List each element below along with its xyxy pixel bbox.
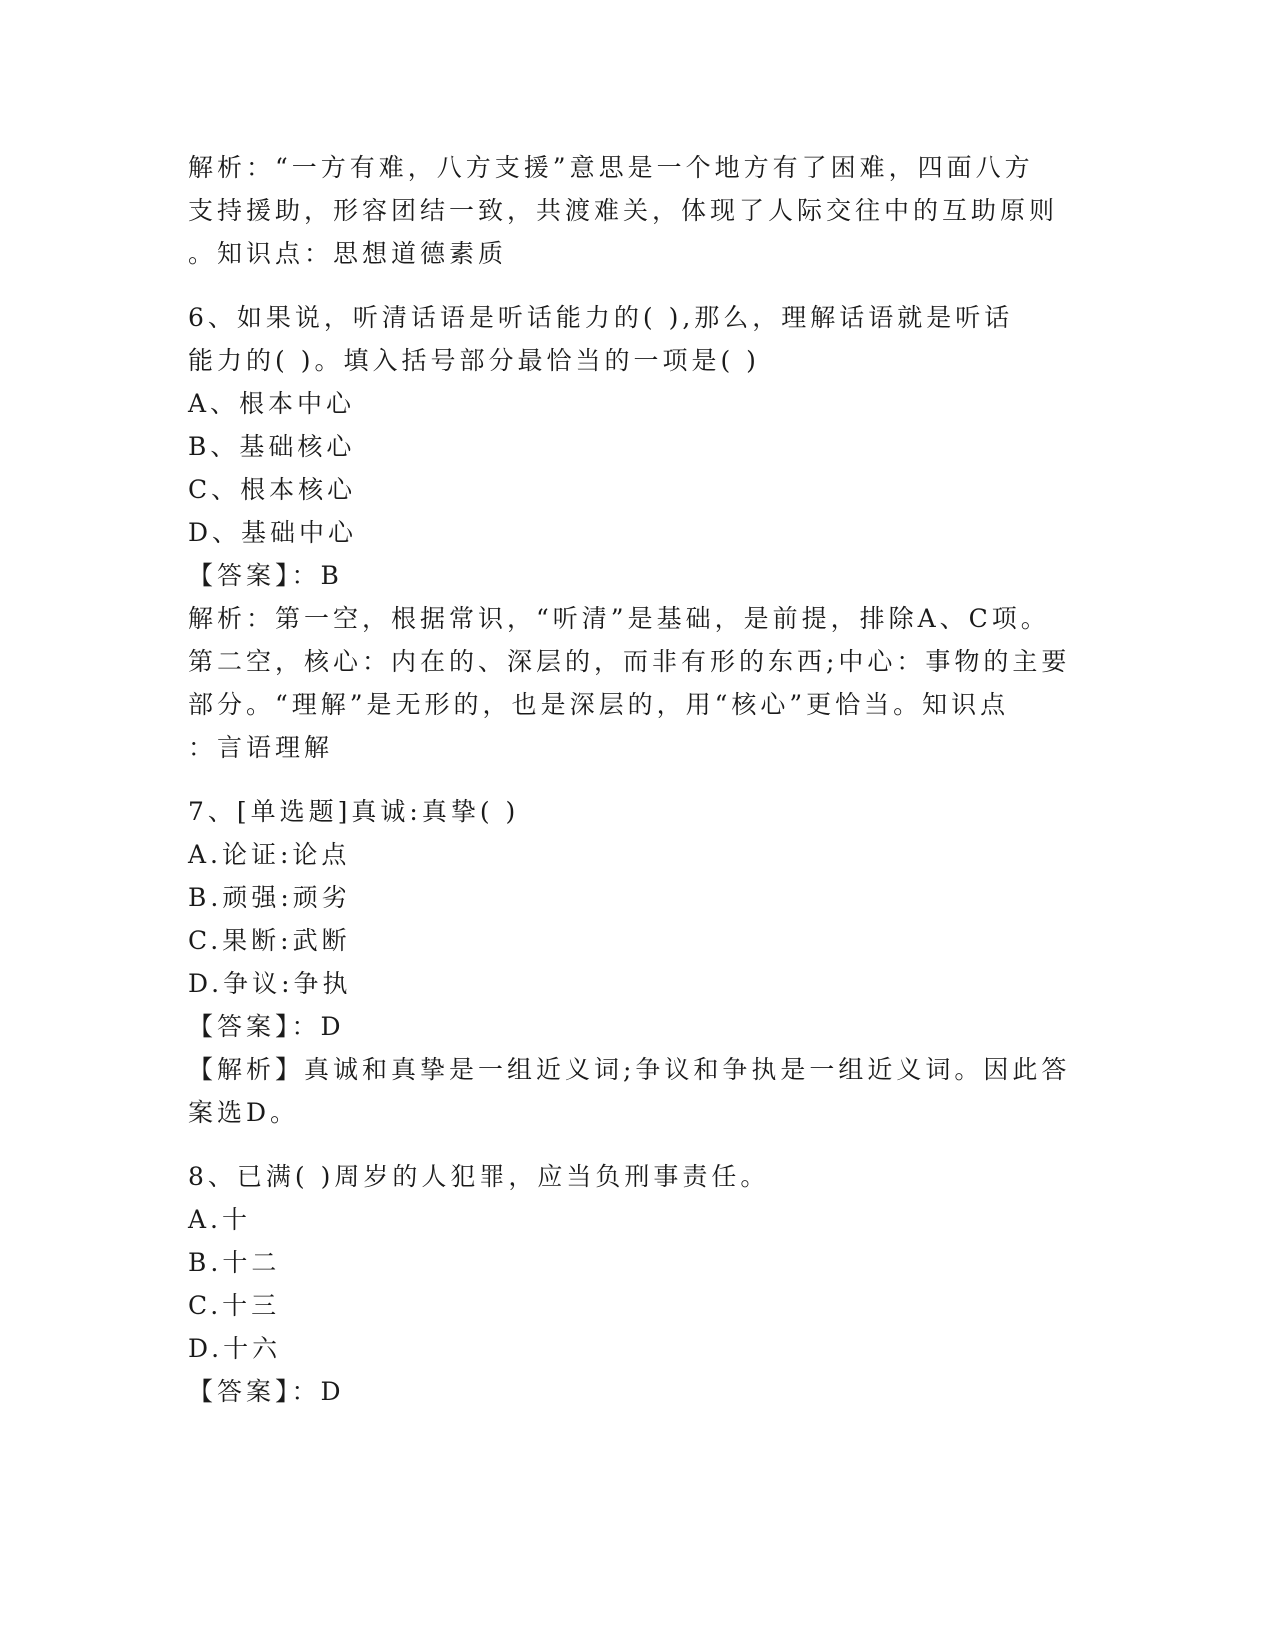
- option-c: C.十三: [188, 1291, 281, 1320]
- option-a: A.论证:论点: [188, 840, 351, 869]
- question-8: [188, 1155, 1088, 1413]
- question-stem: 6、如果说，听清话语是听话能力的( ),那么，理解话语就是听话: [188, 303, 1014, 332]
- explanation-line: 部分。“理解”是无形的，也是深层的，用“核心”更恰当。知识点: [188, 690, 1010, 719]
- explanation-line: 解析：第一空，根据常识，“听清”是基础，是前提，排除A、C项。: [188, 604, 1050, 633]
- option-b: B、基础核心: [188, 432, 356, 461]
- explanation-line: 支持援助，形容团结一致，共渡难关，体现了人际交往中的互助原则: [188, 196, 1059, 225]
- question-7: [188, 790, 1088, 1134]
- question-stem: 能力的( )。填入括号部分最恰当的一项是( ): [188, 346, 760, 375]
- question-stem: 7、[单选题]真诚:真挚( ): [188, 797, 520, 826]
- explanation-line: 。知识点：思想道德素质: [188, 239, 508, 268]
- option-d: D.争议:争执: [188, 969, 352, 998]
- option-a: A.十: [188, 1205, 252, 1234]
- answer: 【答案】：B: [188, 561, 343, 590]
- explanation-line: ：言语理解: [188, 733, 334, 762]
- answer: 【答案】：D: [188, 1377, 345, 1406]
- explanation-line: 案选D。: [188, 1098, 300, 1127]
- explanation-line: 解析：“一方有难，八方支援”意思是一个地方有了困难，四面八方: [188, 153, 1034, 182]
- q5-explanation: [188, 146, 1088, 275]
- question-6: [188, 296, 1088, 769]
- option-b: B.十二: [188, 1248, 281, 1277]
- explanation-line: 【解析】真诚和真挚是一组近义词;争议和争执是一组近义词。因此答: [188, 1055, 1071, 1084]
- option-c: C.果断:武断: [188, 926, 351, 955]
- option-c: C、根本核心: [188, 475, 357, 504]
- option-d: D.十六: [188, 1334, 282, 1363]
- option-b: B.顽强:顽劣: [188, 883, 351, 912]
- option-a: A、根本中心: [188, 389, 356, 418]
- page-content: [188, 146, 1088, 1413]
- option-d: D、基础中心: [188, 518, 358, 547]
- answer: 【答案】：D: [188, 1012, 345, 1041]
- question-stem: 8、已满( )周岁的人犯罪，应当负刑事责任。: [188, 1162, 770, 1191]
- explanation-line: 第二空，核心：内在的、深层的，而非有形的东西;中心：事物的主要: [188, 647, 1071, 676]
